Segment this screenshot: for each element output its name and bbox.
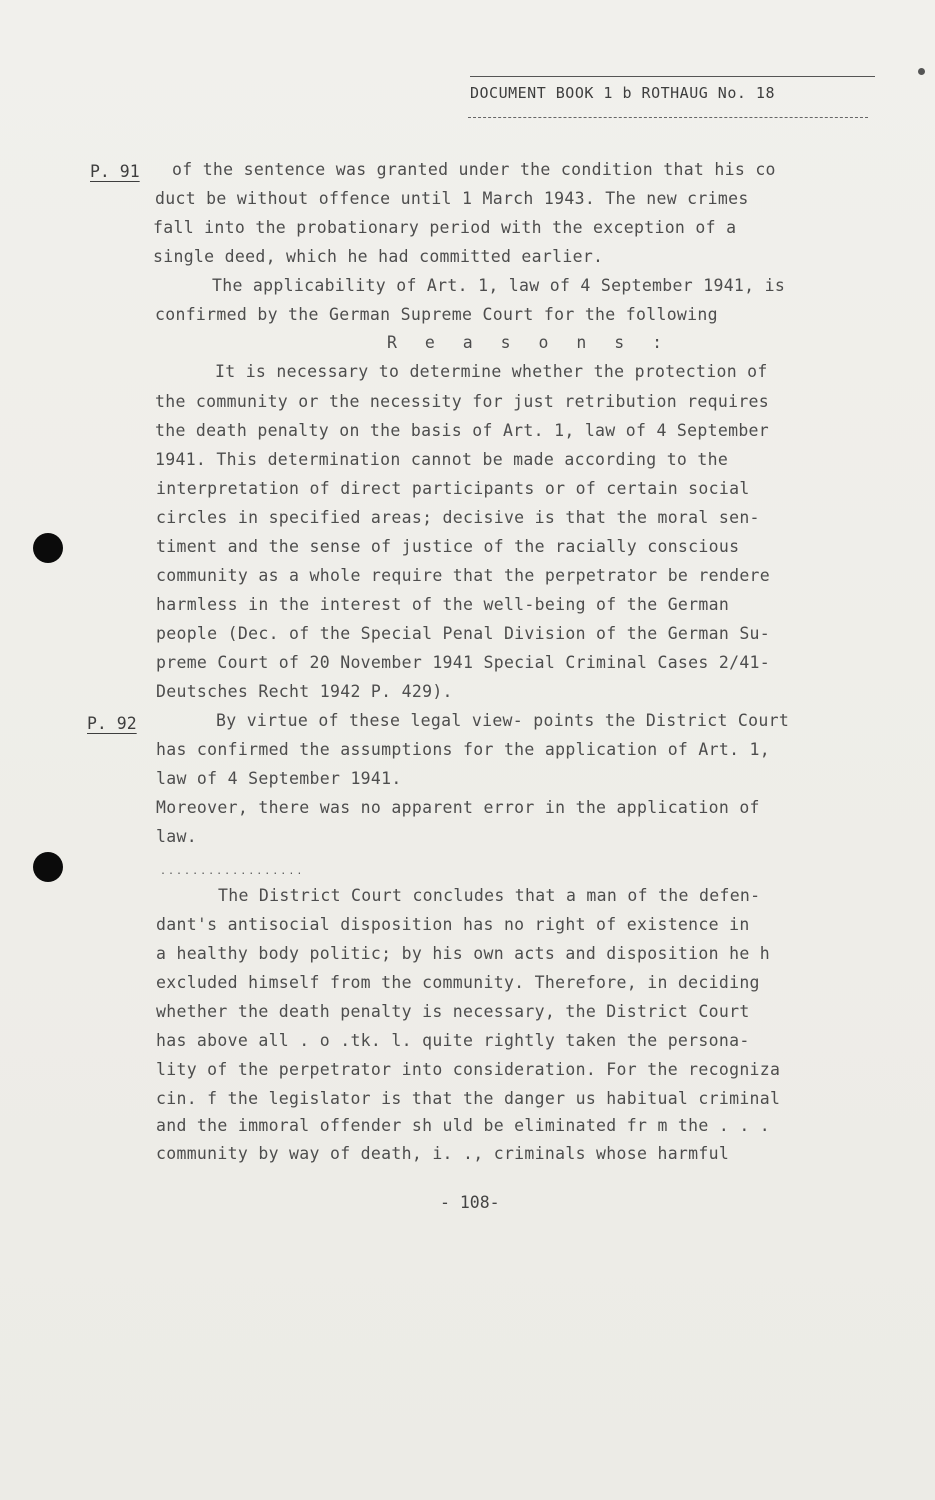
text-line: The District Court concludes that a man of the defen- bbox=[218, 886, 761, 905]
text-line: of the sentence was granted under the condition that his co bbox=[172, 160, 776, 179]
punch-hole bbox=[33, 852, 63, 882]
text-line: has above all . o .tk. l. quite rightly taken the persona- bbox=[156, 1031, 750, 1050]
staple-mark bbox=[918, 68, 925, 75]
text-line: and the immoral offender sh uld be eliminated fr m the . . . bbox=[156, 1116, 771, 1135]
text-line: community by way of death, i. ., criminals whose harmful bbox=[156, 1144, 730, 1163]
text-line: law of 4 September 1941. bbox=[156, 769, 402, 788]
text-line: cin. f the legislator is that the danger us habitual criminal bbox=[156, 1089, 781, 1108]
text-line: timent and the sense of justice of the racially conscious bbox=[156, 537, 740, 556]
text-line: circles in specified areas; decisive is that the moral sen- bbox=[156, 508, 760, 527]
text-line: It is necessary to determine whether the protection of bbox=[215, 362, 768, 381]
text-line: harmless in the interest of the well-being of the German bbox=[156, 595, 730, 614]
text-line: a healthy body politic; by his own acts and disposition he h bbox=[156, 944, 771, 963]
text-line: excluded himself from the community. Therefore, in deciding bbox=[156, 973, 760, 992]
text-line: preme Court of 20 November 1941 Special Criminal Cases 2/41- bbox=[156, 653, 771, 672]
text-line: the community or the necessity for just retribution requires bbox=[155, 392, 770, 411]
text-line: dant's antisocial disposition has no right of existence in bbox=[156, 915, 750, 934]
section-separator: .................. bbox=[160, 866, 305, 877]
text-line: single deed, which he had committed earlier. bbox=[153, 247, 604, 266]
text-line: confirmed by the German Supreme Court for the following bbox=[155, 305, 718, 324]
text-line: 1941. This determination cannot be made according to the bbox=[155, 450, 729, 469]
text-line: lity of the perpetrator into consideration. For the recogniza bbox=[156, 1060, 781, 1079]
text-line: the death penalty on the basis of Art. 1, law of 4 September bbox=[155, 421, 770, 440]
header-top-rule bbox=[470, 76, 875, 77]
text-line: Moreover, there was no apparent error in the application of bbox=[156, 798, 760, 817]
reasons-heading: R e a s o n s : bbox=[387, 333, 672, 352]
punch-hole bbox=[33, 533, 63, 563]
document-header: DOCUMENT BOOK 1 b ROTHAUG No. 18 bbox=[470, 84, 775, 102]
margin-note-p91: P. 91 bbox=[90, 162, 140, 181]
text-line: duct be without offence until 1 March 1943. The new crimes bbox=[155, 189, 749, 208]
text-line: whether the death penalty is necessary, the District Court bbox=[156, 1002, 750, 1021]
text-line: interpretation of direct participants or of certain social bbox=[156, 479, 750, 498]
text-line: has confirmed the assumptions for the application of Art. 1, bbox=[156, 740, 771, 759]
text-line: law. bbox=[156, 827, 197, 846]
text-line: Deutsches Recht 1942 P. 429). bbox=[156, 682, 453, 701]
margin-note-p92: P. 92 bbox=[87, 714, 137, 733]
text-line: people (Dec. of the Special Penal Division of the German Su- bbox=[156, 624, 771, 643]
header-bottom-rule bbox=[468, 117, 868, 118]
text-line: fall into the probationary period with the exception of a bbox=[153, 218, 737, 237]
page-number: - 108- bbox=[440, 1193, 500, 1212]
text-line: By virtue of these legal view- points the District Court bbox=[216, 711, 790, 730]
text-line: The applicability of Art. 1, law of 4 September 1941, is bbox=[212, 276, 786, 295]
text-line: community as a whole require that the perpetrator be rendere bbox=[156, 566, 771, 585]
